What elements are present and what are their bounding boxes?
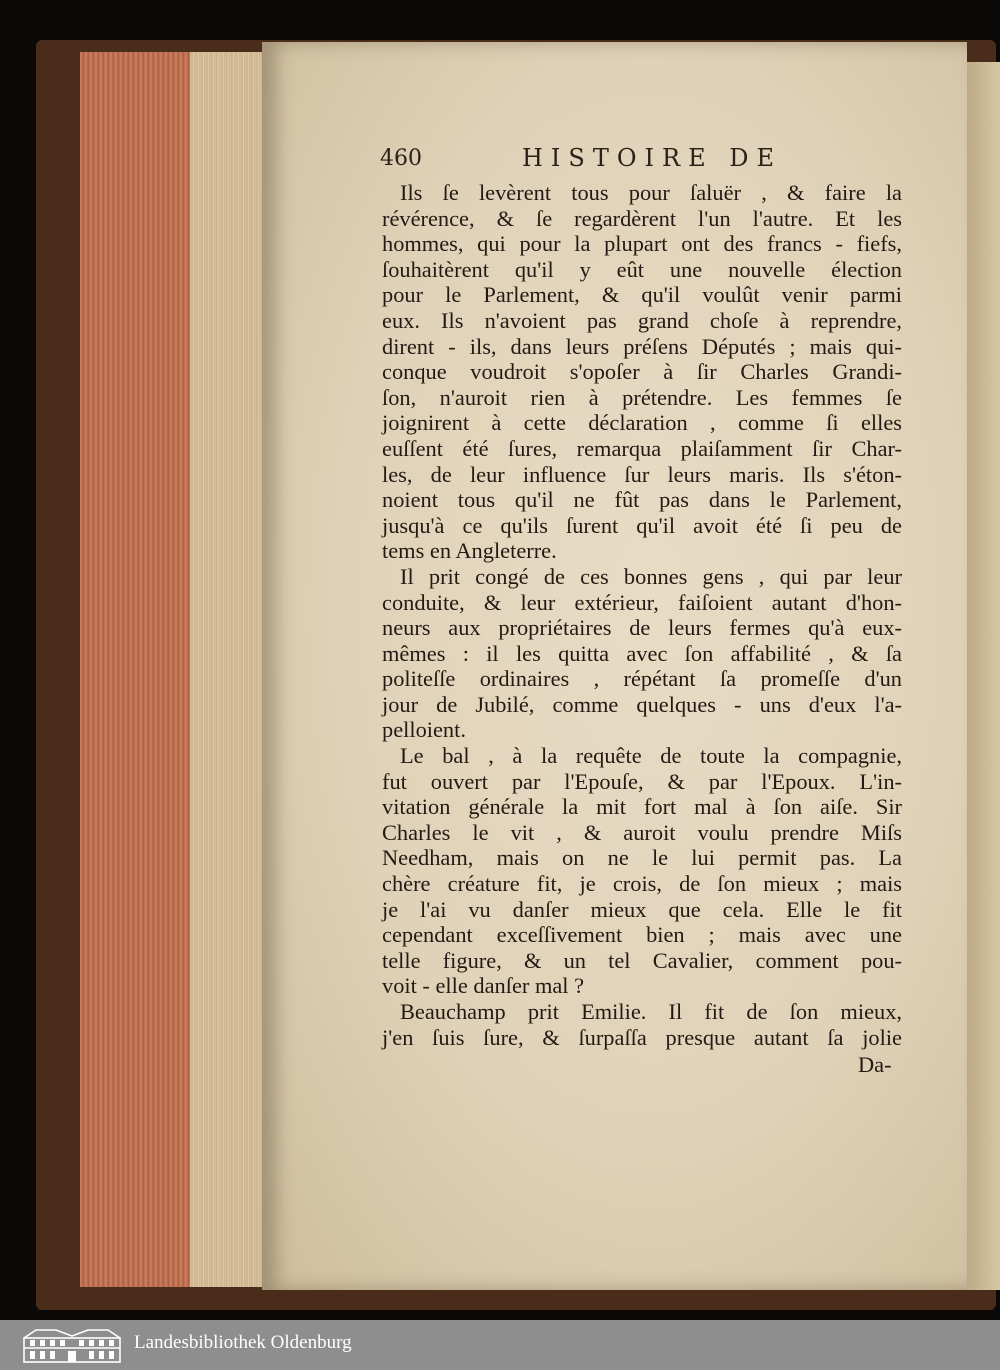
text-line: ſon, n'auroit rien à prétendre. Les femmes ſe xyxy=(382,384,902,410)
text-line: tems en Angleterre. xyxy=(382,538,557,564)
library-name: Landesbibliothek Oldenburg xyxy=(134,1332,352,1353)
text-line: fut ouvert par l'Epouſe, & par l'Epoux. L'in- xyxy=(382,768,902,794)
text-line: voit - elle danſer mal ? xyxy=(382,973,585,999)
text-line: Il prit congé de ces bonnes gens , qui par leur xyxy=(400,563,902,589)
text-line: Needham, mais on ne le lui permit pas. La xyxy=(382,845,902,871)
facing-page xyxy=(962,62,1000,1290)
text-line: je l'ai vu danſer mieux que cela. Elle le fit xyxy=(382,896,902,922)
text-line: neurs aux propriétaires de leurs fermes qu'à eux- xyxy=(382,615,902,641)
text-line: noient tous qu'il ne fût pas dans le Parlement, xyxy=(382,487,902,513)
text-line: ſouhaitèrent qu'il y eût une nouvelle élection xyxy=(382,256,902,282)
text-line: politeſſe ordinaires , répétant ſa promeſſe d'un xyxy=(382,666,902,692)
text-line: chère créature fit, je crois, de ſon mieux ; mais xyxy=(382,871,902,897)
paragraph-4 xyxy=(382,999,902,1050)
text-line: cependant exceſſivement bien ; mais avec une xyxy=(382,922,902,948)
text-line: Charles le vit , & auroit voulu prendre Miſs xyxy=(382,819,902,845)
library-building-icon xyxy=(20,1326,124,1364)
paragraph-1 xyxy=(382,180,902,564)
text-line: conduite, & leur extérieur, faiſoient autant d'hon- xyxy=(382,589,902,615)
text-line: conque voudroit s'opoſer à ſir Charles Grandi- xyxy=(382,359,902,385)
page-edges-cream xyxy=(190,52,265,1287)
text-line: Ils ſe levèrent tous pour ſaluër , & faire la xyxy=(400,180,902,205)
text-line: vitation générale la mit fort mal à ſon aiſe. Sir xyxy=(382,794,902,820)
text-line: les, de leur influence ſur leurs maris. Ils s'éton- xyxy=(382,461,902,487)
text-line: mêmes : il les quitta avec ſon affabilité , & ſa xyxy=(382,640,902,666)
running-title: HISTOIRE DE xyxy=(522,144,782,172)
page-header xyxy=(380,146,900,176)
text-line: révérence, & ſe regardèrent l'un l'autre. Et les xyxy=(382,205,902,231)
paragraph-3 xyxy=(382,743,902,999)
page-body xyxy=(382,180,902,1050)
footer-bar xyxy=(0,1320,1000,1370)
text-line: euſſent été ſures, remarqua plaiſamment ſir Char- xyxy=(382,435,902,461)
text-line: telle figure, & un tel Cavalier, comment pou- xyxy=(382,947,902,973)
paragraph-2 xyxy=(382,564,902,743)
text-line: dirent - ils, dans leurs préſens Députés ; mais qui- xyxy=(382,333,902,359)
text-line: jusqu'à ce qu'ils ſurent qu'il avoit été ſi peu de xyxy=(382,512,902,538)
text-line: j'en ſuis ſure, & ſurpaſſa presque autant ſa jolie xyxy=(382,1024,902,1050)
text-line: hommes, qui pour la plupart ont des francs - fiefs, xyxy=(382,231,902,257)
text-line: eux. Ils n'avoient pas grand choſe à reprendre, xyxy=(382,307,902,333)
catchword: Da- xyxy=(858,1052,892,1077)
text-line: jour de Jubilé, comme quelques - uns d'eux l'a- xyxy=(382,691,902,717)
text-line: pelloient. xyxy=(382,717,466,743)
page-number: 460 xyxy=(380,146,422,171)
text-line: Le bal , à la requête de toute la compagnie, xyxy=(400,743,902,769)
text-line: pour le Parlement, & qu'il voulût venir parmi xyxy=(382,282,902,308)
text-line: Beauchamp prit Emilie. Il fit de ſon mieux, xyxy=(400,999,902,1024)
text-line: joignirent à cette déclaration , comme ſi elles xyxy=(382,410,902,436)
